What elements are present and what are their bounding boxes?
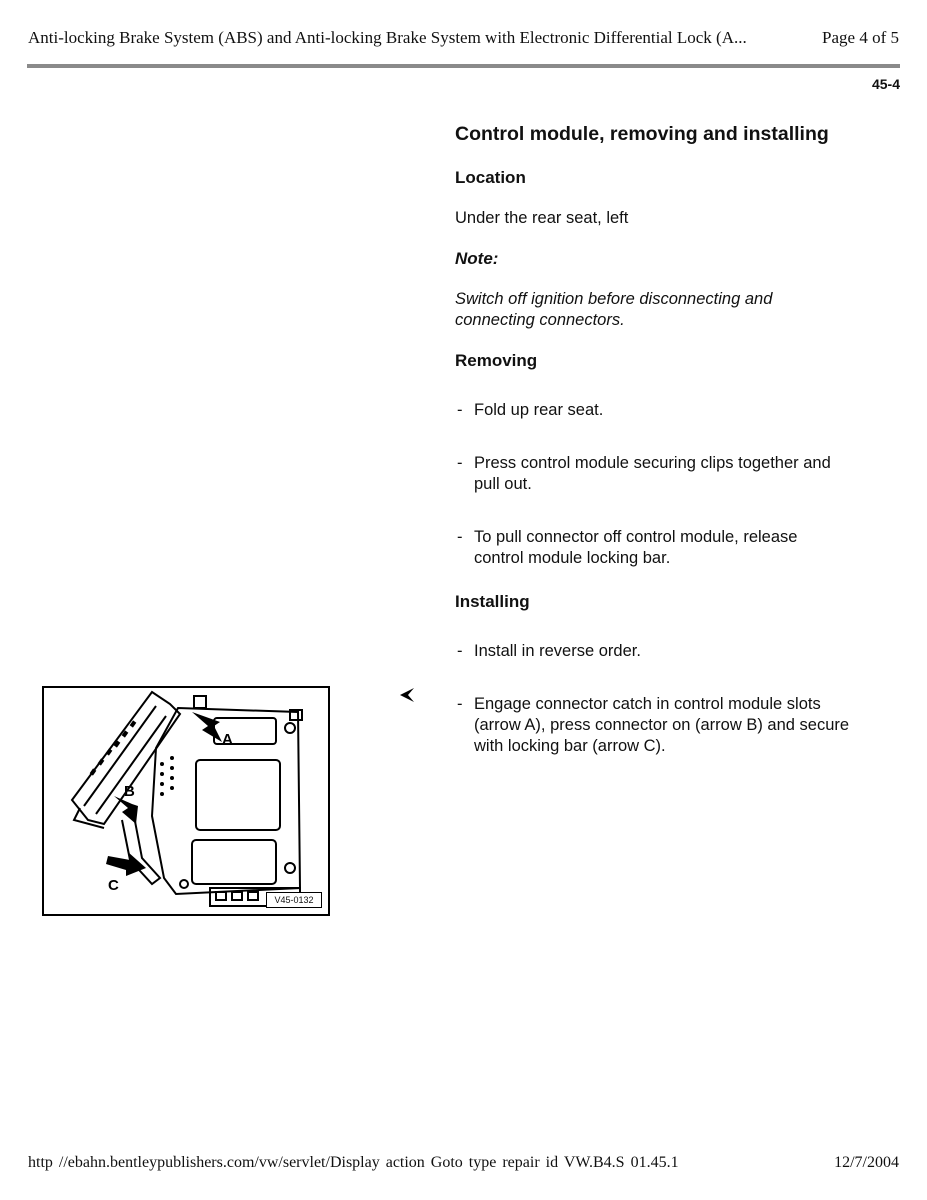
removing-step-1: Fold up rear seat. — [474, 401, 604, 419]
figure-pointer-icon — [398, 686, 416, 704]
removing-step-3: To pull connector off control module, release control module locking bar. — [474, 528, 798, 567]
list-item — [457, 453, 837, 495]
bullet-dash: - — [457, 695, 463, 713]
installing-step-1: Install in reverse order. — [474, 642, 641, 660]
section-number: 45-4 — [871, 76, 900, 92]
page-indicator: Page 4 of 5 — [822, 28, 899, 47]
bullet-dash: - — [457, 401, 463, 419]
arrow-c-icon — [106, 852, 146, 876]
location-text: Under the rear seat, left — [455, 209, 629, 227]
arrow-a-icon — [192, 712, 222, 742]
removing-heading: Removing — [455, 351, 538, 370]
footer-url: http //ebahn.bentleypublishers.com/vw/servlet/Display action Goto type repair id VW.B4.S 01.45.1 — [28, 1154, 679, 1171]
note-text: Switch off ignition before disconnecting and connecting connectors. — [455, 290, 773, 329]
note-heading: Note: — [455, 249, 499, 268]
document-title: Anti-locking Brake System (ABS) and Anti-locking Brake System with Electronic Differential Lock (A... — [28, 28, 747, 47]
location-heading: Location — [455, 168, 526, 187]
callout-b: B — [124, 783, 135, 800]
footer-date: 12/7/2004 — [834, 1154, 899, 1171]
installing-step-2: Engage connector catch in control module slots (arrow A), press connector on (arrow B) and secure with locking bar (arrow C). — [474, 695, 850, 755]
bullet-dash: - — [457, 454, 463, 472]
control-module-illustration — [42, 686, 330, 916]
callout-a: A — [222, 731, 233, 748]
list-item — [457, 400, 877, 421]
header-divider — [27, 64, 900, 68]
installing-heading: Installing — [455, 592, 530, 611]
callout-c: C — [108, 877, 119, 894]
bullet-dash: - — [457, 528, 463, 546]
figure-label: V45-0132 — [266, 892, 322, 908]
bullet-dash: - — [457, 642, 463, 660]
control-module-drawing — [44, 688, 328, 914]
list-item — [457, 641, 877, 662]
removing-step-2: Press control module securing clips together and pull out. — [474, 454, 831, 493]
arrow-b-icon — [114, 796, 138, 824]
list-item — [457, 527, 837, 569]
page-heading: Control module, removing and installing — [455, 123, 829, 145]
list-item — [457, 694, 867, 757]
